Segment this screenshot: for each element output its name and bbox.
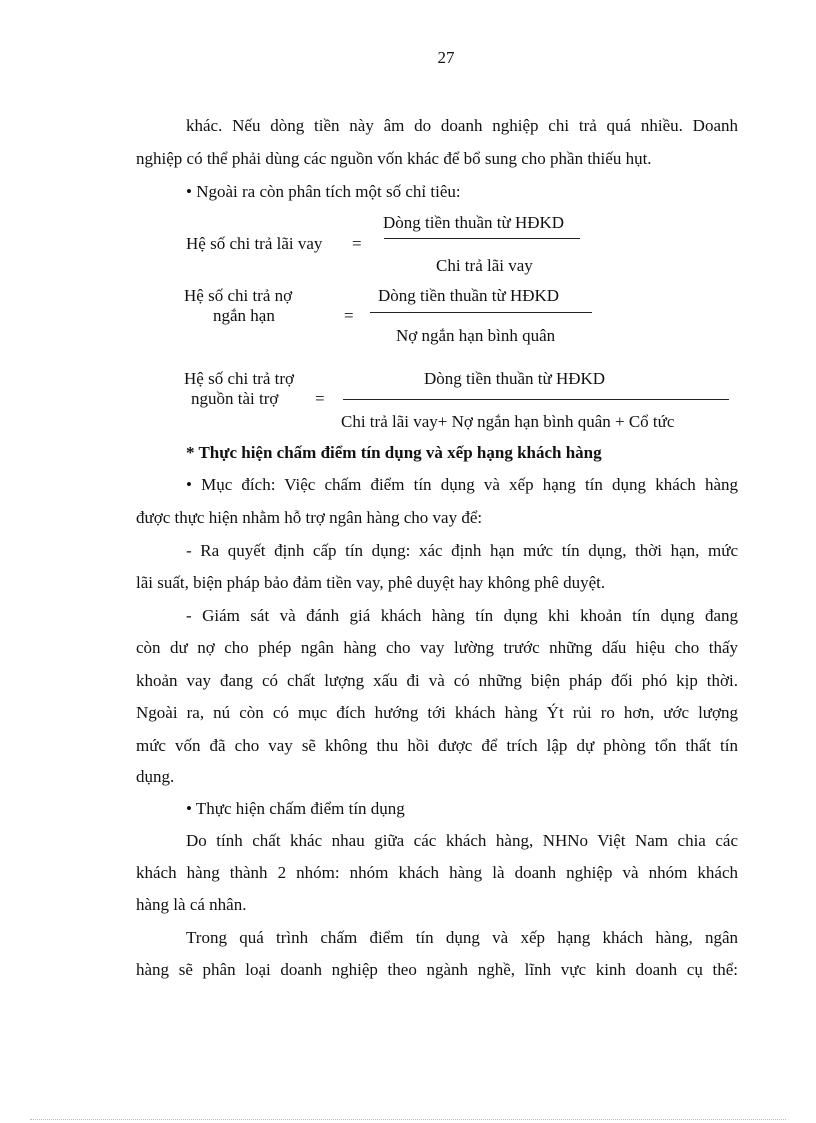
formula-label: Hệ số chi trả lãi vay <box>186 234 323 253</box>
section-heading: * Thực hiện chấm điểm tín dụng và xếp hạng khách hàng <box>186 443 602 462</box>
formula-denominator: Chi trả lãi vay+ Nợ ngắn hạn bình quân + Cổ tức <box>341 412 675 431</box>
text-line: hàng sẽ phân loại doanh nghiệp theo ngành nghề, lĩnh vực kinh doanh cụ thể: <box>136 960 738 979</box>
text-line: mức vốn đã cho vay sẽ không thu hồi được để trích lập dự phòng tổn thất tín <box>136 736 738 755</box>
text-line: khác. Nếu dòng tiền này âm do doanh nghiệp chi trả quá nhiều. Doanh <box>186 116 738 135</box>
formula-label: ngắn hạn <box>213 306 275 325</box>
text-line: Do tính chất khác nhau giữa các khách hàng, NHNo Việt Nam chia các <box>186 831 738 850</box>
formula-label: nguồn tài trợ <box>191 389 279 408</box>
fraction-bar <box>384 238 580 239</box>
formula-numerator: Dòng tiền thuần từ HĐKD <box>383 213 565 232</box>
bullet-item: • Ngoài ra còn phân tích một số chỉ tiêu: <box>186 182 461 201</box>
fraction-bar <box>343 399 729 400</box>
formula-label: Hệ số chi trả trợ <box>184 369 295 388</box>
text-line: khoản vay đang có chất lượng xấu đi và có những biện pháp đối phó kịp thời. <box>136 671 738 690</box>
text-line: - Ra quyết định cấp tín dụng: xác định hạn mức tín dụng, thời hạn, mức <box>186 541 738 560</box>
text-line: nghiệp có thể phải dùng các nguồn vốn khác để bổ sung cho phần thiếu hụt. <box>136 149 652 168</box>
text-line: dụng. <box>136 767 175 786</box>
text-line: được thực hiện nhằm hỗ trợ ngân hàng cho vay để: <box>136 508 483 527</box>
formula-label: Hệ số chi trả nợ <box>184 286 293 305</box>
text-line: - Giám sát và đánh giá khách hàng tín dụng khi khoản tín dụng đang <box>186 606 738 625</box>
bullet-item: • Thực hiện chấm điểm tín dụng <box>186 799 405 818</box>
text-line: khách hàng thành 2 nhóm: nhóm khách hàng là doanh nghiệp và nhóm khách <box>136 863 738 882</box>
formula-numerator: Dòng tiền thuần từ HĐKD <box>424 369 606 388</box>
equals-sign: = <box>315 389 325 408</box>
formula-denominator: Chi trả lãi vay <box>436 256 533 275</box>
text-line: còn dư nợ cho phép ngân hàng cho vay lường trước những dấu hiệu cho thấy <box>136 638 738 657</box>
equals-sign: = <box>344 306 354 325</box>
equals-sign: = <box>352 234 362 253</box>
fraction-bar <box>370 312 592 313</box>
text-line: Trong quá trình chấm điểm tín dụng và xếp hạng khách hàng, ngân <box>186 928 738 947</box>
formula-denominator: Nợ ngắn hạn bình quân <box>396 326 556 345</box>
text-line: • Mục đích: Việc chấm điểm tín dụng và xếp hạng tín dụng khách hàng <box>186 475 738 494</box>
text-line: lãi suất, biện pháp bảo đảm tiền vay, phê duyệt hay không phê duyệt. <box>136 573 606 592</box>
page-edge-divider <box>30 1119 786 1120</box>
text-line: hàng là cá nhân. <box>136 895 247 914</box>
formula-numerator: Dòng tiền thuần từ HĐKD <box>378 286 560 305</box>
page-number: 27 <box>437 48 455 67</box>
text-line: Ngoài ra, nú còn có mục đích hướng tới khách hàng Ýt rủi ro hơn, ước lượng <box>136 703 738 722</box>
